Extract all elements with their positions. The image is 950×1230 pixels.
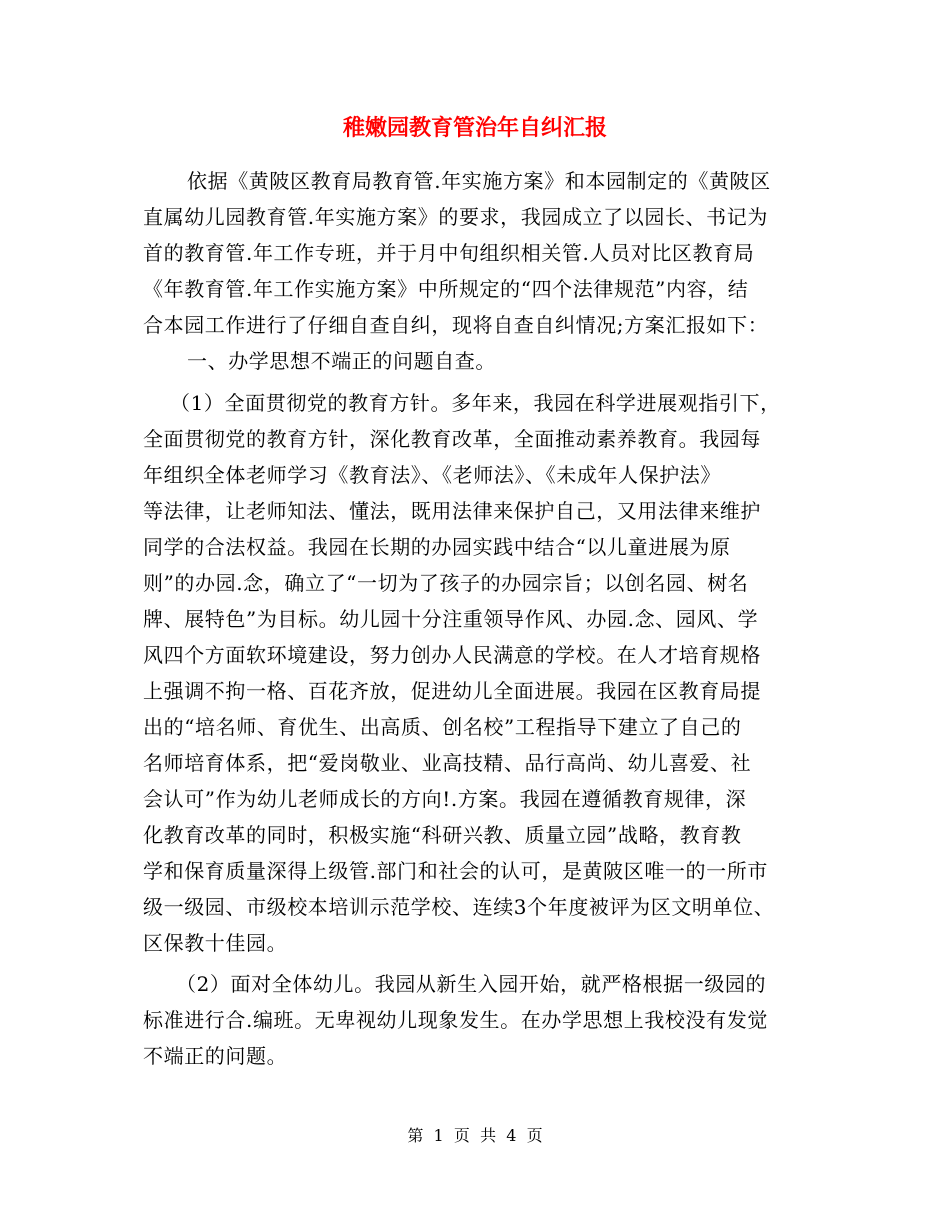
body-line: （2）面对全体幼儿。我园从新生入园开始，就严格根据一级园的 [176, 972, 767, 996]
body-line: 年组织全体老师学习《教育法》、《老师法》、《未成年人保护法》 [143, 463, 721, 487]
body-line: 不端正的问题。 [143, 1044, 288, 1068]
body-line: 名师培育体系，把“爱岗敬业、业高技精、品行高尚、幼儿喜爱、社 [143, 751, 752, 775]
body-line: 全面贯彻党的教育方针，深化教育改革，全面推动素养教育。我园每 [143, 427, 761, 451]
document-title: 稚嫩园教育管治年自纠汇报 [342, 115, 607, 141]
body-line: 化教育改革的同时，积极实施“科研兴教、质量立园”战略，教育教 [143, 823, 742, 847]
body-line: 则”的办园.念，确立了“一切为了孩子的办园宗旨；以创名园、树名 [143, 571, 749, 595]
body-line: 学和保育质量深得上级管.部门和社会的认可，是黄陂区唯一的一所市 [143, 859, 768, 883]
page-footer: 第 1 页 共 4 页 [407, 1126, 543, 1145]
body-line: 出的“培名师、育优生、出高质、创名校”工程指导下建立了自己的 [143, 715, 742, 739]
body-line: 直属幼儿园教育管.年实施方案》的要求，我园成立了以园长、书记为 [143, 205, 768, 229]
body-line: 标准进行合.编班。无卑视幼儿现象发生。在办学思想上我校没有发觉 [143, 1008, 768, 1032]
body-line: 风四个方面软环境建设，努力创办人民满意的学校。在人才培育规格 [143, 643, 761, 667]
body-line: 合本园工作进行了仔细自查自纠，现将自查自纠情况;方案汇报如下： [143, 313, 769, 337]
section-heading: 一、办学思想不端正的问题自查。 [187, 349, 496, 373]
body-line: 等法律，让老师知法、懂法，既用法律来保护自己，又用法律来维护 [143, 499, 761, 523]
body-line: 依据《黄陂区教育局教育管.年实施方案》和本园制定的《黄陂区 [187, 169, 771, 193]
body-line: 同学的合法权益。我园在长期的办园实践中结合“以儿童进展为原 [143, 535, 731, 559]
body-line: 牌、展特色”为目标。幼儿园十分注重领导作风、办园.念、园风、学 [143, 607, 759, 631]
body-line: 会认可”作为幼儿老师成长的方向!.方案。我园在遵循教育规律，深 [143, 787, 747, 811]
body-line: 区保教十佳园。 [143, 931, 288, 955]
body-line: 级一级园、市级校本培训示范学校、连续3个年度被评为区文明单位、 [143, 895, 775, 919]
body-line: 首的教育管.年工作专班，并于月中旬组织相关管.人员对比区教育局 [143, 241, 755, 265]
body-line: 上强调不拘一格、百花齐放，促进幼儿全面进展。我园在区教育局提 [143, 679, 761, 703]
body-line: 《年教育管.年工作实施方案》中所规定的“四个法律规范”内容，结 [143, 277, 749, 301]
body-line: （1）全面贯彻党的教育方针。多年来，我园在科学进展观指引下， [170, 391, 781, 415]
